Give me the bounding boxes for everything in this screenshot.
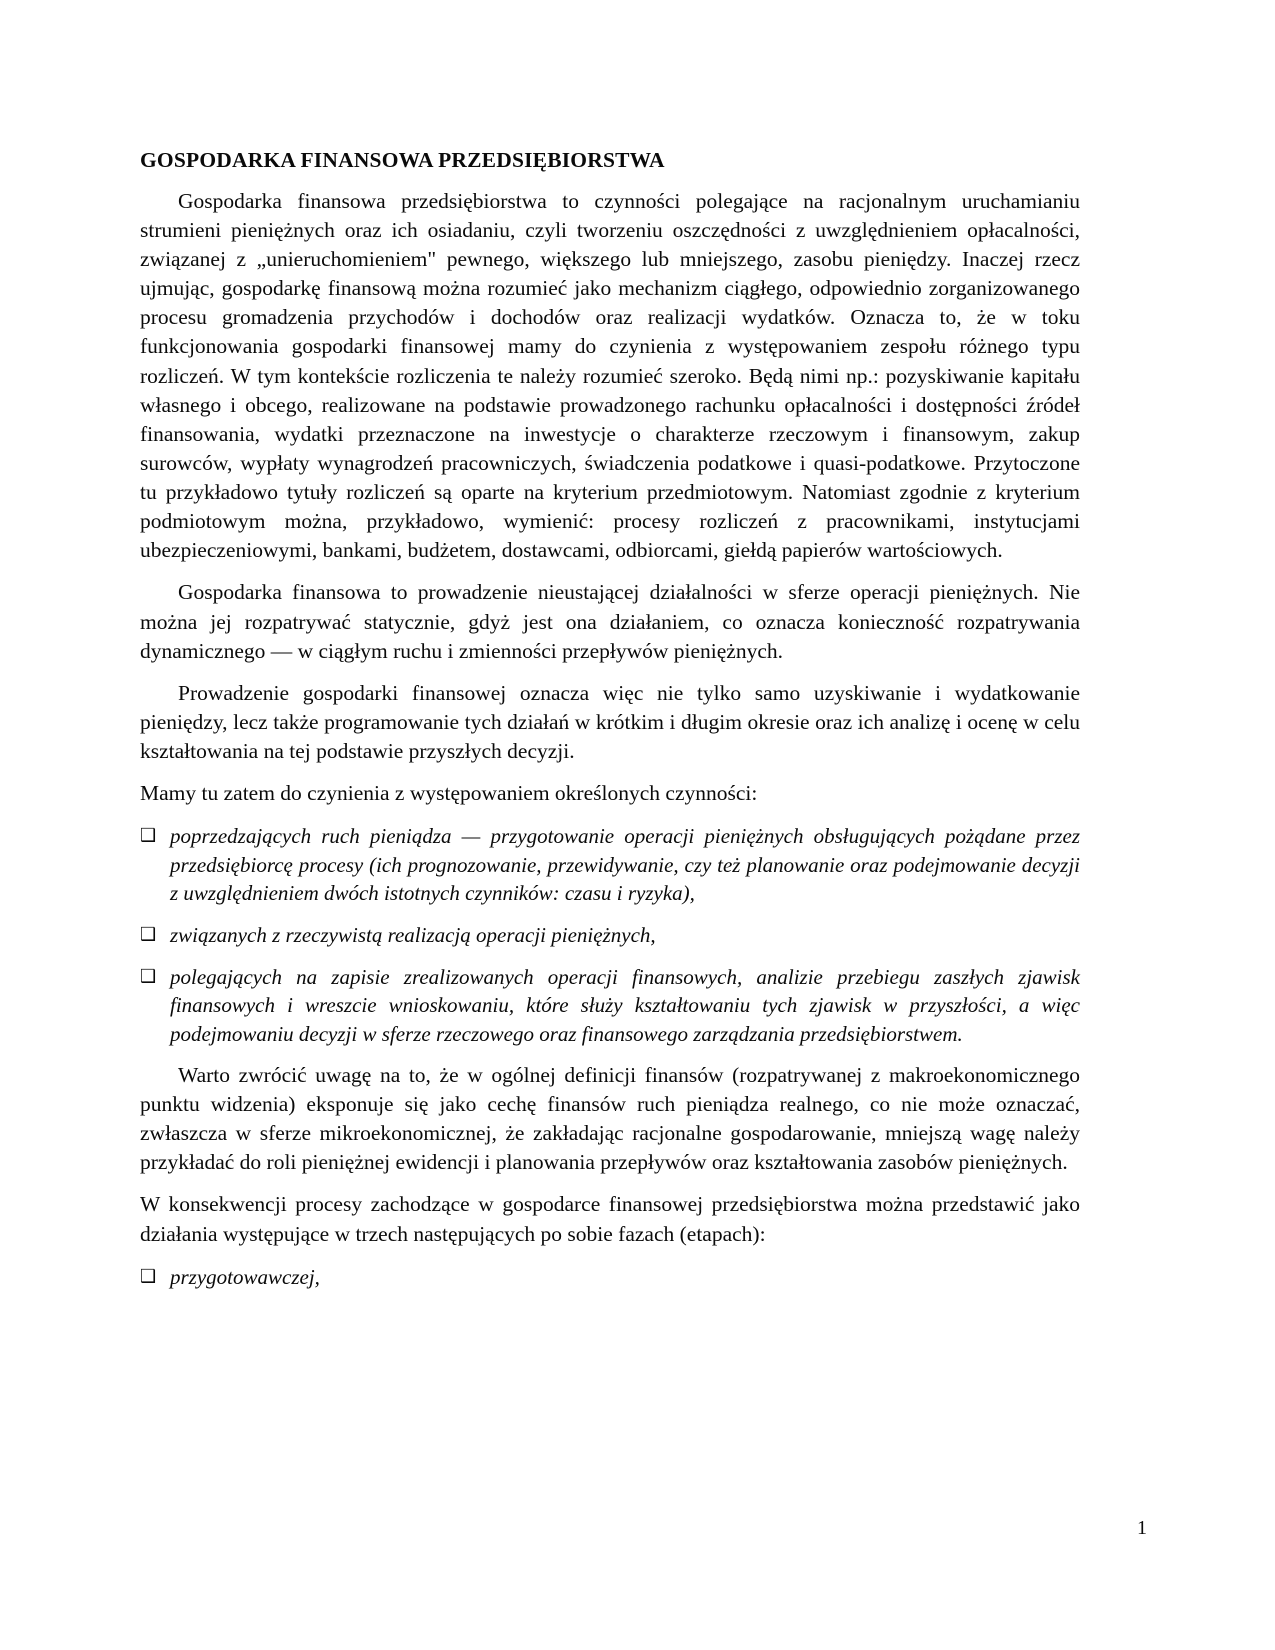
list-item: [140, 963, 1080, 1048]
list-item-label: poprzedzających ruch pieniądza — przygotowanie operacji pieniężnych obsługujących pożądane przez przedsiębiorcę procesy (ich prognozowanie, przewidywanie, czy też planowanie oraz podejmowanie decyzji z uwzględnieniem dwóch istotnych czynników: czasu i ryzyka),: [170, 824, 1080, 905]
paragraph-continuous-activity: Gospodarka finansowa to prowadzenie nieustającej działalności w sferze operacji pieniężnych. Nie można jej rozpatrywać statycznie, gdyż jest ona działaniem, co oznacza konieczność rozpatrywania dynamicznego — w ciągłym ruchu i zmienności przepływów pieniężnych.: [140, 580, 1080, 663]
paragraph-programming: Prowadzenie gospodarki finansowej oznacza więc nie tylko samo uzyskiwanie i wydatkowanie pieniędzy, lecz także programowanie tych działań w krótkim i długim okresie oraz ich analizę i ocenę w celu kształtowania na tej podstawie przyszłych decyzji.: [140, 680, 1080, 764]
list-item-label: polegających na zapisie zrealizowanych operacji finansowych, analizie przebiegu zaszłych zjawisk finansowych i wreszcie wnioskowaniu, które służy kształtowaniu tych zjawisk w przyszłości, a więc podejmowaniu decyzji w sferze rzeczowego oraz finansowego zarządzania przedsiębiorstwem.: [170, 965, 1080, 1046]
page-title: GOSPODARKA FINANSOWA PRZEDSIĘBIORSTWA: [140, 148, 665, 172]
square-bullet-icon: ❑: [140, 1265, 157, 1287]
square-bullet-icon: ❑: [140, 966, 157, 988]
list-item: [140, 1263, 1080, 1291]
list-item: [140, 921, 1080, 949]
list-item-label: przygotowawczej,: [170, 1264, 320, 1289]
page-number: 1: [1137, 1517, 1147, 1539]
paragraph-macroeconomic-note: Warto zwrócić uwagę na to, że w ogólnej definicji finansów (rozpatrywanej z makroekonomicznego punktu widzenia) eksponuje się jako cechę finansów ruch pieniądza realnego, co nie może oznaczać, zwłaszcza w sferze mikroekonomicznej, że zakładając racjonalne gospodarowanie, mniejszą wagę należy przykładać do roli pieniężnej ewidencji i planowania przepływów oraz kształtowania zasobów pieniężnych.: [140, 1062, 1080, 1175]
page-content: [140, 148, 1080, 1291]
paragraph-definition: Gospodarka finansowa przedsiębiorstwa to czynności polegające na racjonalnym uruchamianiu strumieni pieniężnych oraz ich osiadaniu, czyli tworzeniu oszczędności z uwzględnieniem opłacalności, związanej z „unieruchomieniem" pewnego, większego lub mniejszego, zasobu pieniędzy. Inaczej rzecz ujmując, gospodarkę finansową można rozumieć jako mechanizm ciągłego, odpowiednio zorganizowanego procesu gromadzenia przychodów i dochodów oraz realizacji wydatków. Oznacza to, że w toku funkcjonowania gospodarki finansowej mamy do czynienia z występowaniem zespołu różnego typu rozliczeń. W tym kontekście rozliczenia te należy rozumieć szeroko. Będą nimi np.: pozyskiwanie kapitału własnego i obcego, realizowane na podstawie prowadzonego rachunku opłacalności i dostępności źródeł finansowania, wydatki przeznaczone na inwestycje o charakterze rzeczowym i finansowym, zakup surowców, wypłaty wynagrodzeń pracowniczych, świadczenia podatkowe i quasi-podatkowe. Przytoczone tu przykładowo tytuły rozliczeń są oparte na kryterium przedmiotowym. Natomiast zgodnie z kryterium podmiotowym można, przykładowo, wymienić: procesy rozliczeń z pracownikami, instytucjami ubezpieczeniowymi, bankami, budżetem, dostawcami, odbiorcami, giełdą papierów wartościowych.: [140, 188, 1080, 563]
list-item: [140, 822, 1080, 907]
list-item-label: związanych z rzeczywistą realizacją operacji pieniężnych,: [170, 923, 656, 947]
square-bullet-icon: ❑: [140, 924, 157, 945]
square-bullet-icon: ❑: [140, 825, 157, 847]
paragraph-list-intro: Mamy tu zatem do czynienia z występowaniem określonych czynności:: [140, 781, 758, 806]
paragraph-phases-intro: W konsekwencji procesy zachodzące w gospodarce finansowej przedsiębiorstwa można przedstawić jako działania występujące w trzech następujących po sobie fazach (etapach):: [140, 1192, 1080, 1246]
